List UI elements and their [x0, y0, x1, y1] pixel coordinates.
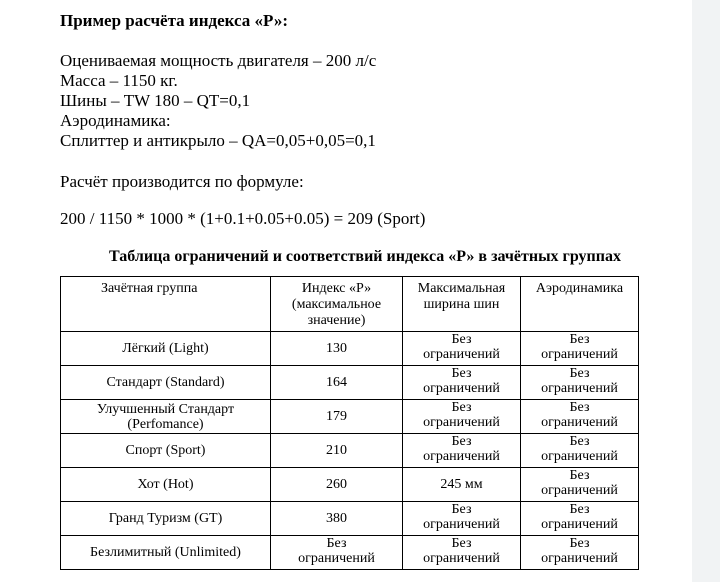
cell-aero: Без ограничений: [521, 434, 639, 468]
cell-tire: Без ограничений: [403, 400, 521, 434]
cell-group: Спорт (Sport): [61, 434, 271, 468]
header-aero: Аэродинамика: [521, 277, 639, 332]
example-heading: Пример расчёта индекса «Р»:: [60, 11, 288, 30]
cell-index: Без ограничений: [271, 536, 403, 570]
cell-group: Лёгкий (Light): [61, 332, 271, 366]
cell-index: 179: [271, 400, 403, 434]
header-tire-width: Максимальная ширина шин: [403, 277, 521, 332]
cell-aero: Без ограничений: [521, 332, 639, 366]
table-row: [61, 400, 639, 434]
param-aero: Аэродинамика:: [60, 111, 171, 130]
cell-index: 210: [271, 434, 403, 468]
cell-index: 164: [271, 366, 403, 400]
cell-tire: Без ограничений: [403, 366, 521, 400]
cell-index: 130: [271, 332, 403, 366]
cell-tire: Без ограничений: [403, 502, 521, 536]
table-row: [61, 468, 639, 502]
header-index: Индекс «Р» (максимальное значение): [271, 277, 403, 332]
cell-tire: Без ограничений: [403, 332, 521, 366]
cell-index: 260: [271, 468, 403, 502]
cell-group: Стандарт (Standard): [61, 366, 271, 400]
cell-group: Безлимитный (Unlimited): [61, 536, 271, 570]
param-engine-power: Оцениваемая мощность двигателя – 200 л/с: [60, 51, 377, 70]
table-row: [61, 332, 639, 366]
cell-aero: Без ограничений: [521, 536, 639, 570]
param-splitter-wing: Сплиттер и антикрыло – QA=0,05+0,05=0,1: [60, 131, 376, 150]
table-row: [61, 502, 639, 536]
header-group: Зачётная группа: [61, 277, 271, 332]
page-margin-strip: [692, 0, 720, 582]
cell-group: Улучшенный Стандарт (Perfomance): [61, 400, 271, 434]
table-title: Таблица ограничений и соответствий индекса «Р» в зачётных группах: [109, 248, 621, 265]
cell-aero: Без ограничений: [521, 366, 639, 400]
cell-aero: Без ограничений: [521, 502, 639, 536]
table-row: [61, 434, 639, 468]
formula-intro: Расчёт производится по формуле:: [60, 172, 304, 191]
cell-tire: Без ограничений: [403, 536, 521, 570]
param-tires: Шины – TW 180 – QT=0,1: [60, 91, 251, 110]
cell-group: Хот (Hot): [61, 468, 271, 502]
table-row: [61, 366, 639, 400]
cell-group: Гранд Туризм (GT): [61, 502, 271, 536]
param-mass: Масса – 1150 кг.: [60, 71, 178, 90]
cell-tire: Без ограничений: [403, 434, 521, 468]
cell-tire: 245 мм: [403, 468, 521, 502]
formula: 200 / 1150 * 1000 * (1+0.1+0.05+0.05) = 209 (Sport): [60, 209, 426, 228]
limits-table: [60, 276, 639, 570]
cell-aero: Без ограничений: [521, 468, 639, 502]
table-header-row: [61, 277, 639, 332]
cell-index: 380: [271, 502, 403, 536]
table-row: [61, 536, 639, 570]
cell-aero: Без ограничений: [521, 400, 639, 434]
